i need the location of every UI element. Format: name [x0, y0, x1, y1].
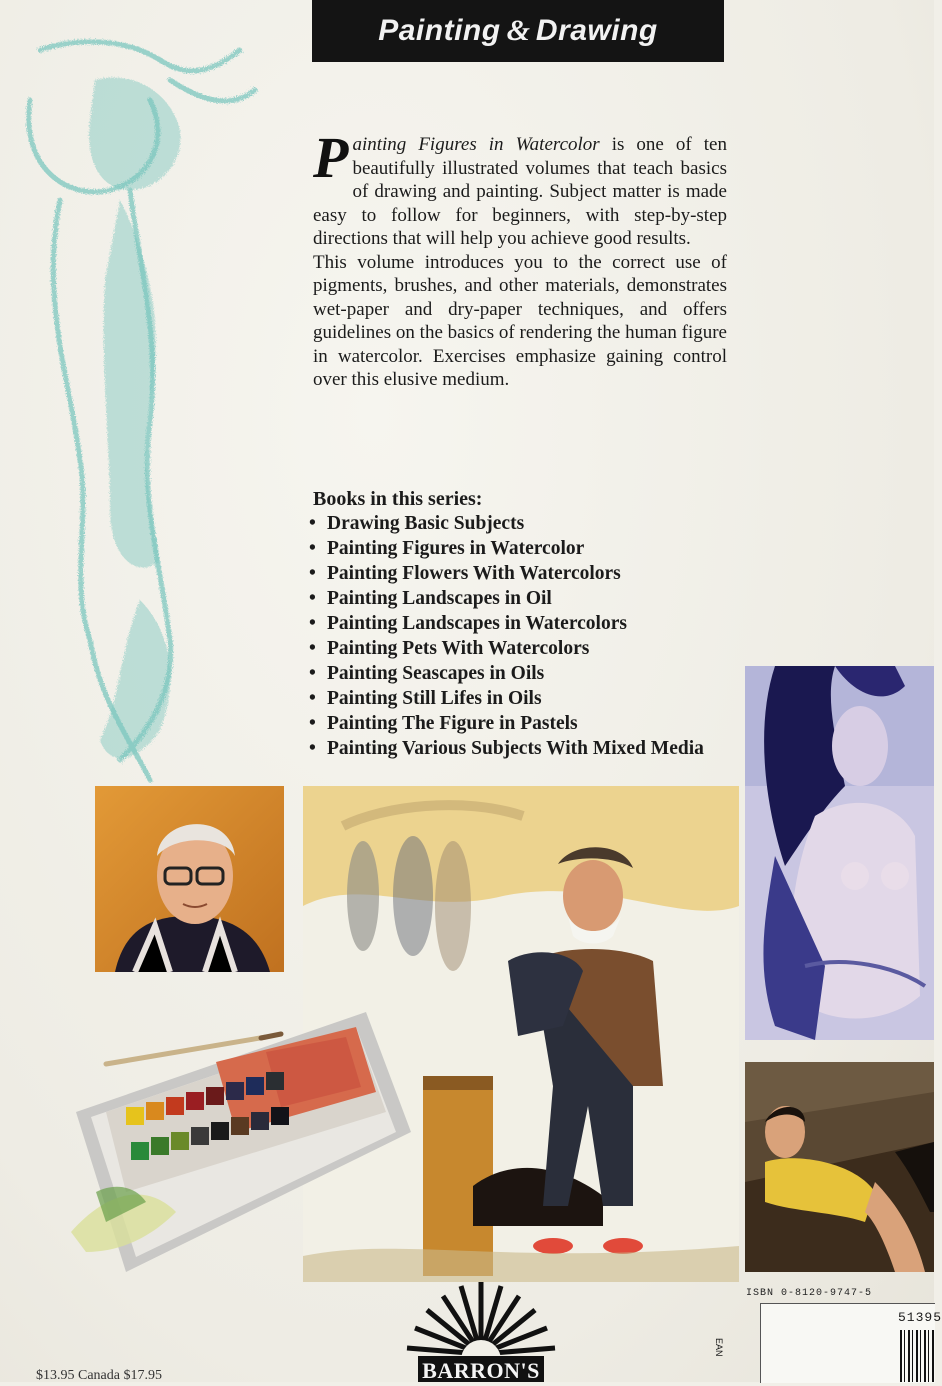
barcode-number: 51395	[898, 1310, 942, 1325]
bullet: •	[309, 563, 316, 584]
book-title: Painting Pets With Watercolors	[327, 638, 590, 659]
figure-sketch	[0, 40, 300, 820]
watercolor-paint-box-photo	[66, 992, 412, 1282]
reclining-figure-illustration	[745, 1062, 934, 1272]
ean-label: EAN	[714, 1338, 724, 1357]
series-item	[309, 561, 704, 586]
bullet: •	[309, 663, 316, 684]
book-title: Painting Landscapes in Oil	[327, 588, 552, 609]
series-item	[309, 711, 704, 736]
bullet: •	[309, 738, 316, 759]
series-list	[309, 511, 704, 761]
bullet: •	[309, 513, 316, 534]
book-title: Painting Still Lifes in Oils	[327, 688, 542, 709]
series-item	[309, 536, 704, 561]
bullet: •	[309, 688, 316, 709]
series-heading: Books in this series:	[313, 488, 483, 510]
series-item	[309, 686, 704, 711]
price-text: $13.95 Canada $17.95	[36, 1368, 162, 1383]
series-item	[309, 636, 704, 661]
book-title: Painting Figures in Watercolor	[327, 538, 585, 559]
bullet: •	[309, 538, 316, 559]
drop-cap: P	[313, 125, 349, 190]
book-title: Painting Landscapes in Watercolors	[327, 613, 627, 634]
description-paragraph-2: This volume introduces you to the correct use of pigments, brushes, and other materials, demonstrates wet-paper and dry-paper techniques, and offers guidelines on the basics of rendering the human figure in watercolor. Exercises emphasize gaining control over this elusive medium.	[313, 251, 727, 390]
book-title: Painting Various Subjects With Mixed Media	[327, 738, 704, 759]
publisher-name: BARRON'S	[418, 1356, 544, 1382]
series-item	[309, 611, 704, 636]
barcode-bars	[900, 1330, 934, 1382]
book-title: Drawing Basic Subjects	[327, 513, 525, 534]
series-item	[309, 586, 704, 611]
series-item	[309, 661, 704, 686]
series-banner	[312, 0, 724, 62]
series-item	[309, 736, 704, 761]
book-title: Painting Seascapes in Oils	[327, 663, 545, 684]
description-text-1: is one of ten beautifully illustrated volumes that teach basics of drawing and painting. Subject matter is made easy to follow for beginners, with step-by-step directions that will help you achieve good results.	[313, 134, 727, 249]
banner-word-drawing: Drawing	[535, 14, 658, 47]
banner-ampersand: &	[506, 14, 530, 47]
book-title: Painting The Figure in Pastels	[327, 713, 578, 734]
blue-figure-illustration	[745, 666, 934, 1040]
description-paragraph-1	[313, 125, 727, 251]
bullet: •	[309, 713, 316, 734]
book-title: Painting Flowers With Watercolors	[327, 563, 621, 584]
book-title-inline: ainting Figures in Watercolor	[352, 134, 600, 155]
bullet: •	[309, 613, 316, 634]
isbn-text: ISBN 0-8120-9747-5	[746, 1288, 873, 1299]
series-item	[309, 511, 704, 536]
book-description	[313, 125, 727, 392]
portrait-illustration	[95, 786, 284, 972]
banner-word-painting: Painting	[378, 14, 501, 47]
bullet: •	[309, 638, 316, 659]
bullet: •	[309, 588, 316, 609]
